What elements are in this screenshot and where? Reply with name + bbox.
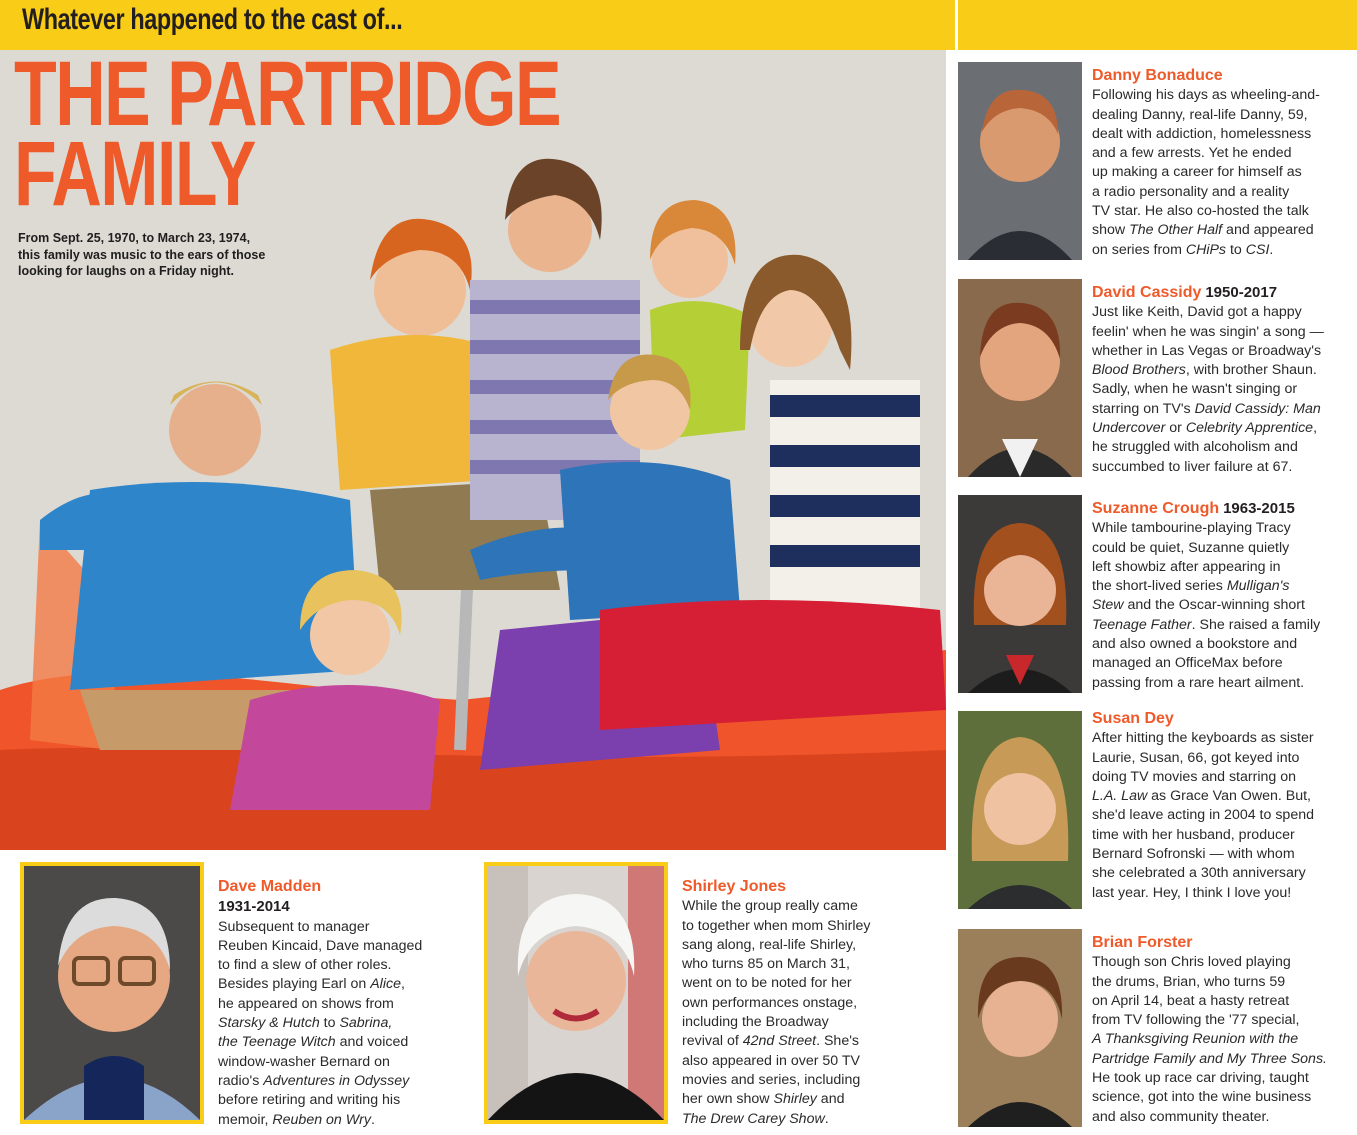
profile-years: 1950-2017	[1205, 284, 1278, 301]
bio-line: and also community theater.	[1092, 1108, 1270, 1125]
bio-line: to together when mom Shirley	[682, 917, 871, 934]
profile-name: Susan Dey	[1092, 710, 1174, 727]
dave-madden-photo	[20, 862, 204, 1124]
bio-line: on April 14, beat a hasty retreat	[1092, 992, 1290, 1009]
brian-forster-text	[1092, 933, 1357, 1127]
banner-divider	[955, 0, 958, 50]
bio-line: Though son Chris loved playing	[1092, 954, 1291, 971]
bio-line: the drums, Brian, who turns 59	[1092, 973, 1286, 990]
bio-line: Reuben Kincaid, Dave managed	[218, 937, 423, 954]
bio-line: she celebrated a 30th anniversary	[1092, 865, 1306, 882]
bio-line: Teenage Father. She raised a family	[1092, 616, 1321, 633]
bio-line: to find a slew of other roles.	[218, 957, 392, 974]
bio-line: Just like Keith, David got a happy	[1092, 304, 1302, 321]
card-name: Shirley Jones	[682, 878, 787, 895]
profile-name: David Cassidy	[1092, 284, 1202, 301]
bio-line: who turns 85 on March 31,	[682, 956, 850, 973]
bio-line: left showbiz after appearing in	[1092, 558, 1281, 575]
suzanne-crough-text	[1092, 499, 1357, 693]
shirley-jones-photo	[484, 862, 668, 1124]
danny-bonaduce-text	[1092, 66, 1357, 260]
bio-line: Subsequent to manager	[218, 918, 370, 935]
bio-line: the short-lived series Mulligan's	[1092, 578, 1290, 595]
bio-line: last year. Hey, I think I love you!	[1092, 884, 1292, 901]
card-years: 1931-2014	[218, 898, 290, 916]
bio-line: including the Broadway	[682, 1014, 829, 1031]
suzanne-crough-photo	[958, 495, 1082, 693]
bio-line: dealt with addiction, homelessness	[1092, 125, 1312, 142]
david-cassidy-photo	[958, 279, 1082, 477]
hero-photo	[0, 50, 946, 850]
headline	[14, 50, 561, 225]
david-cassidy-text	[1092, 283, 1357, 477]
headline-line-2: FAMILY	[14, 123, 255, 225]
profile-name: Suzanne Crough	[1092, 500, 1220, 517]
bio-line: he appeared on shows from	[218, 995, 394, 1012]
bio-line: He took up race car driving, taught	[1092, 1070, 1309, 1087]
susan-dey-photo	[958, 711, 1082, 909]
bio-line: could be quiet, Suzanne quietly	[1092, 539, 1290, 556]
bio-line: Partridge Family and My Three Sons.	[1092, 1050, 1327, 1067]
bio-line: radio's Adventures in Odyssey	[218, 1072, 410, 1089]
bio-line: whether in Las Vegas or Broadway's	[1092, 342, 1322, 359]
bio-line: own performances onstage,	[682, 994, 858, 1011]
bio-line: before retiring and writing his	[218, 1092, 401, 1109]
bio-line: went on to be noted for her	[682, 975, 852, 992]
card-name: Dave Madden	[218, 878, 322, 895]
bio-line: Bernard Sofronski — with whom	[1092, 846, 1295, 863]
bio-line: the Teenage Witch and voiced	[218, 1034, 409, 1051]
bio-line: Blood Brothers, with brother Shaun.	[1092, 362, 1317, 379]
bio-line: Starsky & Hutch to Sabrina,	[218, 1015, 393, 1032]
bio-line: doing TV movies and starring on	[1092, 768, 1296, 785]
bio-line: a radio personality and a reality	[1092, 183, 1290, 200]
bio-line: and also owned a bookstore and	[1092, 636, 1298, 653]
bio-line: Sadly, when he wasn't singing or	[1092, 381, 1298, 398]
bio-line: L.A. Law as Grace Van Owen. But,	[1092, 788, 1311, 805]
bio-line: memoir, Reuben on Wry.	[218, 1111, 375, 1128]
bio-line: science, got into the wine business	[1092, 1089, 1312, 1106]
bio-line: movies and series, including	[682, 1071, 861, 1088]
shirley-jones-text	[682, 877, 932, 1129]
bio-line: After hitting the keyboards as sister	[1092, 730, 1314, 747]
bio-line: While the group really came	[682, 898, 858, 915]
bio-line: Besides playing Earl on Alice,	[218, 976, 405, 993]
brian-forster-photo	[958, 929, 1082, 1127]
bio-line: Following his days as wheeling-and-	[1092, 87, 1320, 104]
bio-line: sang along, real-life Shirley,	[682, 936, 857, 953]
bio-line: and a few arrests. Yet he ended	[1092, 145, 1292, 162]
deck-text: From Sept. 25, 1970, to March 23, 1974, this family was music to the ears of those looking for laughs on a Friday night.	[18, 231, 266, 278]
bio-line: The Drew Carey Show.	[682, 1110, 829, 1127]
bio-line: he struggled with alcoholism and	[1092, 439, 1298, 456]
danny-bonaduce-photo	[958, 62, 1082, 260]
profile-years: 1963-2015	[1223, 500, 1295, 517]
bio-line: passing from a rare heart ailment.	[1092, 674, 1305, 691]
profile-name: Brian Forster	[1092, 934, 1193, 951]
bio-line: managed an OfficeMax before	[1092, 655, 1283, 672]
bio-line: time with her husband, producer	[1092, 826, 1295, 843]
profile-name: Danny Bonaduce	[1092, 67, 1223, 84]
bio-line: window-washer Bernard on	[218, 1053, 390, 1070]
bio-line: show The Other Half and appeared	[1092, 222, 1314, 239]
bio-line: from TV following the '77 special,	[1092, 1012, 1300, 1029]
susan-dey-text	[1092, 709, 1357, 903]
bio-line: succumbed to liver failure at 67.	[1092, 458, 1293, 475]
bio-line: dealing Danny, real-life Danny, 59,	[1092, 106, 1308, 123]
bio-line: TV star. He also co-hosted the talk	[1092, 203, 1309, 220]
dave-madden-text	[218, 877, 468, 1130]
bio-line: also appeared in over 50 TV	[682, 1052, 860, 1069]
bio-line: feelin' when he was singin' a song —	[1092, 323, 1324, 340]
bio-line: Laurie, Susan, 66, got keyed into	[1092, 749, 1300, 766]
bio-line: Undercover or Celebrity Apprentice,	[1092, 420, 1318, 437]
bio-line: she'd leave acting in 2004 to spend	[1092, 807, 1314, 824]
bio-line: revival of 42nd Street. She's	[682, 1033, 860, 1050]
bio-line: her own show Shirley and	[682, 1091, 845, 1108]
kicker-text: Whatever happened to the cast of...	[22, 3, 403, 36]
bio-line: Stew and the Oscar-winning short	[1092, 597, 1305, 614]
bio-line: up making a career for himself as	[1092, 164, 1302, 181]
bio-line: on series from CHiPs to CSI.	[1092, 241, 1274, 258]
bio-line: While tambourine-playing Tracy	[1092, 520, 1291, 537]
bio-line: starring on TV's David Cassidy: Man	[1092, 400, 1321, 417]
bio-line: A Thanksgiving Reunion with the	[1092, 1031, 1299, 1048]
headline-line-1: THE PARTRIDGE	[14, 50, 561, 145]
